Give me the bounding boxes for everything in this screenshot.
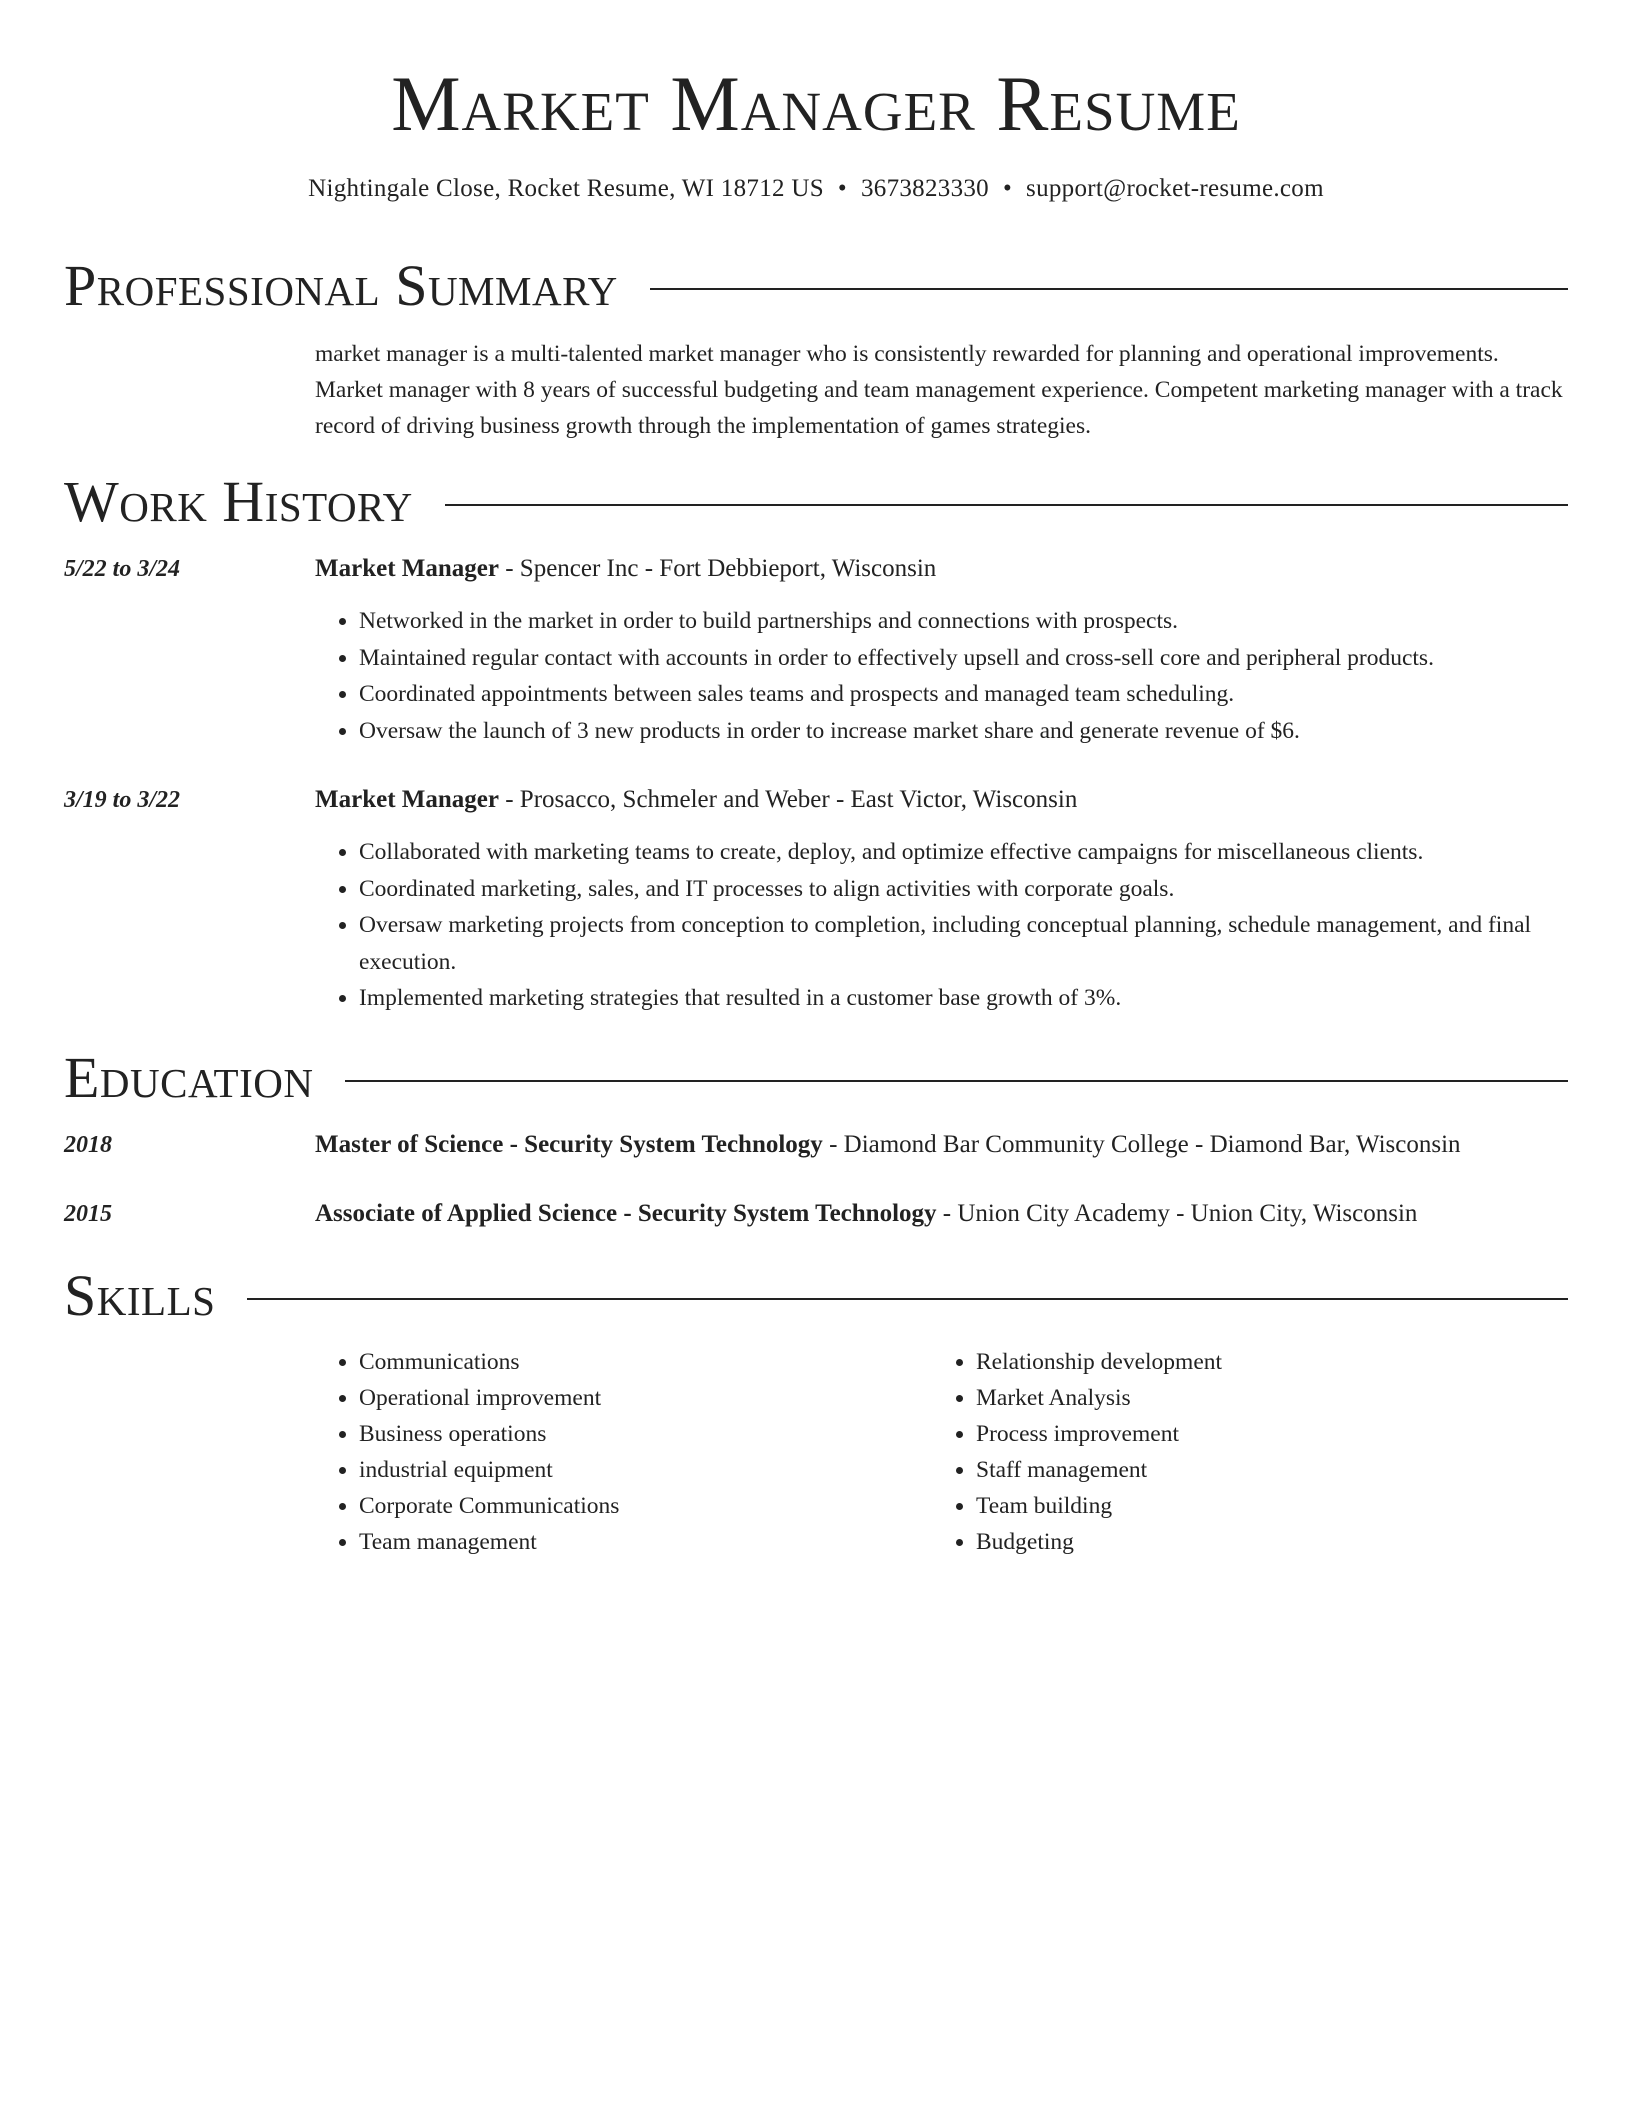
section-divider xyxy=(445,504,1568,506)
skill-item: • Corporate Communications xyxy=(359,1488,915,1524)
education-year: 2018 xyxy=(64,1132,112,1158)
job-bullets xyxy=(315,834,1568,1017)
job-bullet: • Oversaw marketing projects from conception to completion, including conceptual planning, schedule management, and final execution. xyxy=(359,907,1568,980)
education-heading-line xyxy=(315,1128,1568,1162)
skill-item: • Communications xyxy=(359,1344,915,1380)
summary-body xyxy=(315,336,1568,444)
summary-heading: Professional Summary xyxy=(64,253,618,318)
skills-section-header xyxy=(64,1264,1568,1328)
job-title: Market Manager xyxy=(315,786,499,813)
job-bullet: • Maintained regular contact with accounts in order to effectively upsell and cross-sell core and peripheral products. xyxy=(359,640,1568,677)
education-details: - Union City Academy - Union City, Wisconsin xyxy=(936,1200,1418,1227)
contact-phone: 3673823330 xyxy=(860,175,989,202)
contact-separator: • xyxy=(1002,175,1013,202)
job-bullet: • Coordinated appointments between sales teams and prospects and managed team scheduling. xyxy=(359,676,1568,713)
section-divider xyxy=(247,1298,1568,1300)
skill-item: • Relationship development xyxy=(976,1344,1532,1380)
education-section-header xyxy=(64,1046,1568,1110)
section-divider xyxy=(650,288,1568,290)
education-entry xyxy=(315,1128,1568,1162)
education-degree: Master of Science - Security System Technology xyxy=(315,1131,823,1158)
skill-item: • Operational improvement xyxy=(359,1380,915,1416)
skills-body xyxy=(315,1344,1568,1584)
contact-email: support@rocket-resume.com xyxy=(1026,175,1324,202)
job-heading xyxy=(315,552,1568,586)
job-details: - Prosacco, Schmeler and Weber - East Victor, Wisconsin xyxy=(498,786,1078,813)
job-heading xyxy=(315,783,1568,817)
skills-heading: Skills xyxy=(64,1263,216,1328)
work-section-header xyxy=(64,470,1568,534)
job-entry xyxy=(315,552,1568,749)
contact-line xyxy=(64,172,1568,206)
job-dates: 5/22 to 3/24 xyxy=(64,556,181,582)
job-dates: 3/19 to 3/22 xyxy=(64,787,181,813)
job-details: - Spencer Inc - Fort Debbieport, Wisconsin xyxy=(498,555,937,582)
job-title: Market Manager xyxy=(315,555,499,582)
skill-item: • Budgeting xyxy=(976,1524,1532,1560)
skill-item: • industrial equipment xyxy=(359,1452,915,1488)
education-heading-line xyxy=(315,1197,1568,1231)
contact-address: Nightingale Close, Rocket Resume, WI 18712 US xyxy=(308,175,824,202)
education-entry xyxy=(315,1197,1568,1231)
summary-section-header xyxy=(64,254,1568,318)
skills-list xyxy=(932,1344,1532,1560)
summary-text: market manager is a multi-talented market manager who is consistently rewarded for planning and operational improvements. Market manager with 8 years of successful budgeting and team management experience. Competent marketing manager with a track record of driving business growth through the implementation of games strategies. xyxy=(315,341,1563,439)
education-heading: Education xyxy=(64,1045,314,1110)
job-bullet: • Coordinated marketing, sales, and IT processes to align activities with corporate goals. xyxy=(359,871,1568,908)
job-bullet: • Implemented marketing strategies that resulted in a customer base growth of 3%. xyxy=(359,980,1568,1017)
skills-list xyxy=(315,1344,915,1560)
job-bullet: • Collaborated with marketing teams to create, deploy, and optimize effective campaigns for miscellaneous clients. xyxy=(359,834,1568,871)
job-bullet: • Oversaw the launch of 3 new products in order to increase market share and generate revenue of $6. xyxy=(359,713,1568,750)
contact-separator: • xyxy=(837,175,847,202)
resume-title: Market Manager Resume xyxy=(391,60,1241,147)
education-details: - Diamond Bar Community College - Diamond Bar, Wisconsin xyxy=(822,1131,1461,1158)
skill-item: • Process improvement xyxy=(976,1416,1532,1452)
skills-column-left xyxy=(315,1344,915,1560)
skill-item: • Staff management xyxy=(976,1452,1532,1488)
skill-item: • Team building xyxy=(976,1488,1532,1524)
section-divider xyxy=(345,1080,1568,1082)
education-year: 2015 xyxy=(64,1201,112,1227)
job-bullet: • Networked in the market in order to build partnerships and connections with prospects. xyxy=(359,603,1568,640)
skill-item: • Team management xyxy=(359,1524,915,1560)
skill-item: • Market Analysis xyxy=(976,1380,1532,1416)
skills-column-right xyxy=(932,1344,1532,1560)
job-bullets xyxy=(315,603,1568,749)
work-heading: Work History xyxy=(64,469,413,534)
education-degree: Associate of Applied Science - Security System Technology xyxy=(315,1200,937,1227)
skill-item: • Business operations xyxy=(359,1416,915,1452)
job-entry xyxy=(315,783,1568,1017)
